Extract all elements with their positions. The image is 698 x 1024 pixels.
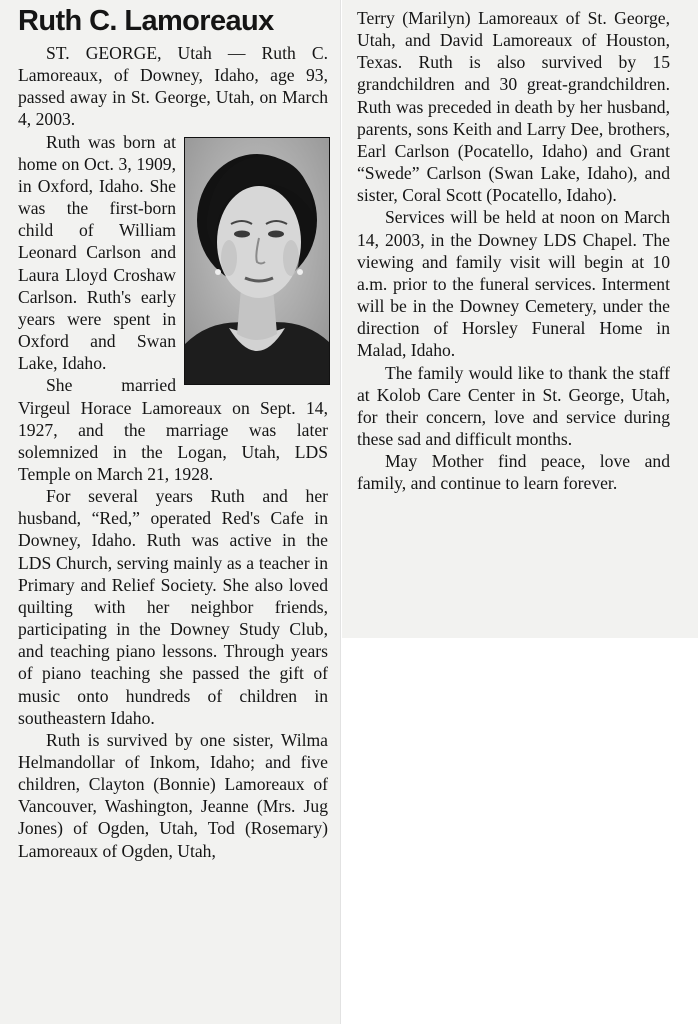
paragraph-activities: For several years Ruth and her husband, “Red,” operated Red's Cafe in Downey, Idaho. Ruth was active in the LDS Church, serving mainly as a teacher in Primary and Relief Society. She also loved quilting with her neighbor friends, participating in the Downey Study Club, and teaching piano lessons. Through years of piano teaching she passed the gift of music onto hundreds of children in southeastern Idaho.: [18, 486, 328, 728]
portrait-photo: [184, 137, 330, 385]
paragraph-survivors: Ruth is survived by one sister, Wilma Helmandollar of Inkom, Idaho; and five children, Clayton (Bonnie) Lamoreaux of Vancouver, Washington, Jeanne (Mrs. Jug Jones) of Ogden, Utah, Tod (Rosemary) Lamoreaux of Ogden, Utah,: [18, 729, 328, 861]
paragraph-survivors-continued: Terry (Marilyn) Lamoreaux of St. George, Utah, and David Lamoreaux of Houston, Texas. Ruth is also survived by 15 grandchildren and 30 great-grandchildren. Ruth was preceded in death by her husband, parents, sons Keith and Larry Dee, brothers, Earl Carlson (Pocatello, Idaho) and Grant “Swede” Carlson (Swan Lake, Idaho), and sister, Coral Scott (Pocatello, Idaho).: [357, 8, 670, 206]
portrait-image: [185, 138, 329, 384]
obituary-clipping-left-column: [0, 0, 341, 1024]
obituary-clipping-right-column: [342, 0, 698, 638]
paragraph-services: Services will be held at noon on March 14, 2003, in the Downey LDS Chapel. The viewing and family visit will begin at 10 a.m. prior to the funeral services. Interment will be in the Downey Cemetery, under the direction of Horsley Funeral Home in Malad, Idaho.: [357, 207, 670, 361]
right-column: [357, 7, 670, 494]
paragraph-closing: May Mother find peace, love and family, and continue to learn forever.: [357, 451, 670, 494]
paragraph-marriage: She married Virgeul Horace Lamoreaux on Sept. 14, 1927, and the marriage was later solemnized in the Logan, Utah, LDS Temple on March 21, 1928.: [18, 375, 328, 484]
paragraph-early-life: Ruth was born at home on Oct. 3, 1909, in Oxford, Idaho. She was the first-born child of William Leonard Carlson and Laura Lloyd Croshaw Carlson. Ruth's early years were spent in Oxford and Swan Lake, Idaho.: [18, 131, 176, 374]
left-column: [18, 0, 328, 862]
paragraph-thanks: The family would like to thank the staff at Kolob Care Center in St. George, Utah, for their concern, love and service during these sad and difficult months.: [357, 362, 670, 449]
paragraph-announcement: ST. GEORGE, Utah — Ruth C. Lamoreaux, of Downey, Idaho, age 93, passed away in St. George, Utah, on March 4, 2003.: [18, 43, 328, 130]
obituary-headline: Ruth C. Lamoreaux: [18, 5, 274, 37]
